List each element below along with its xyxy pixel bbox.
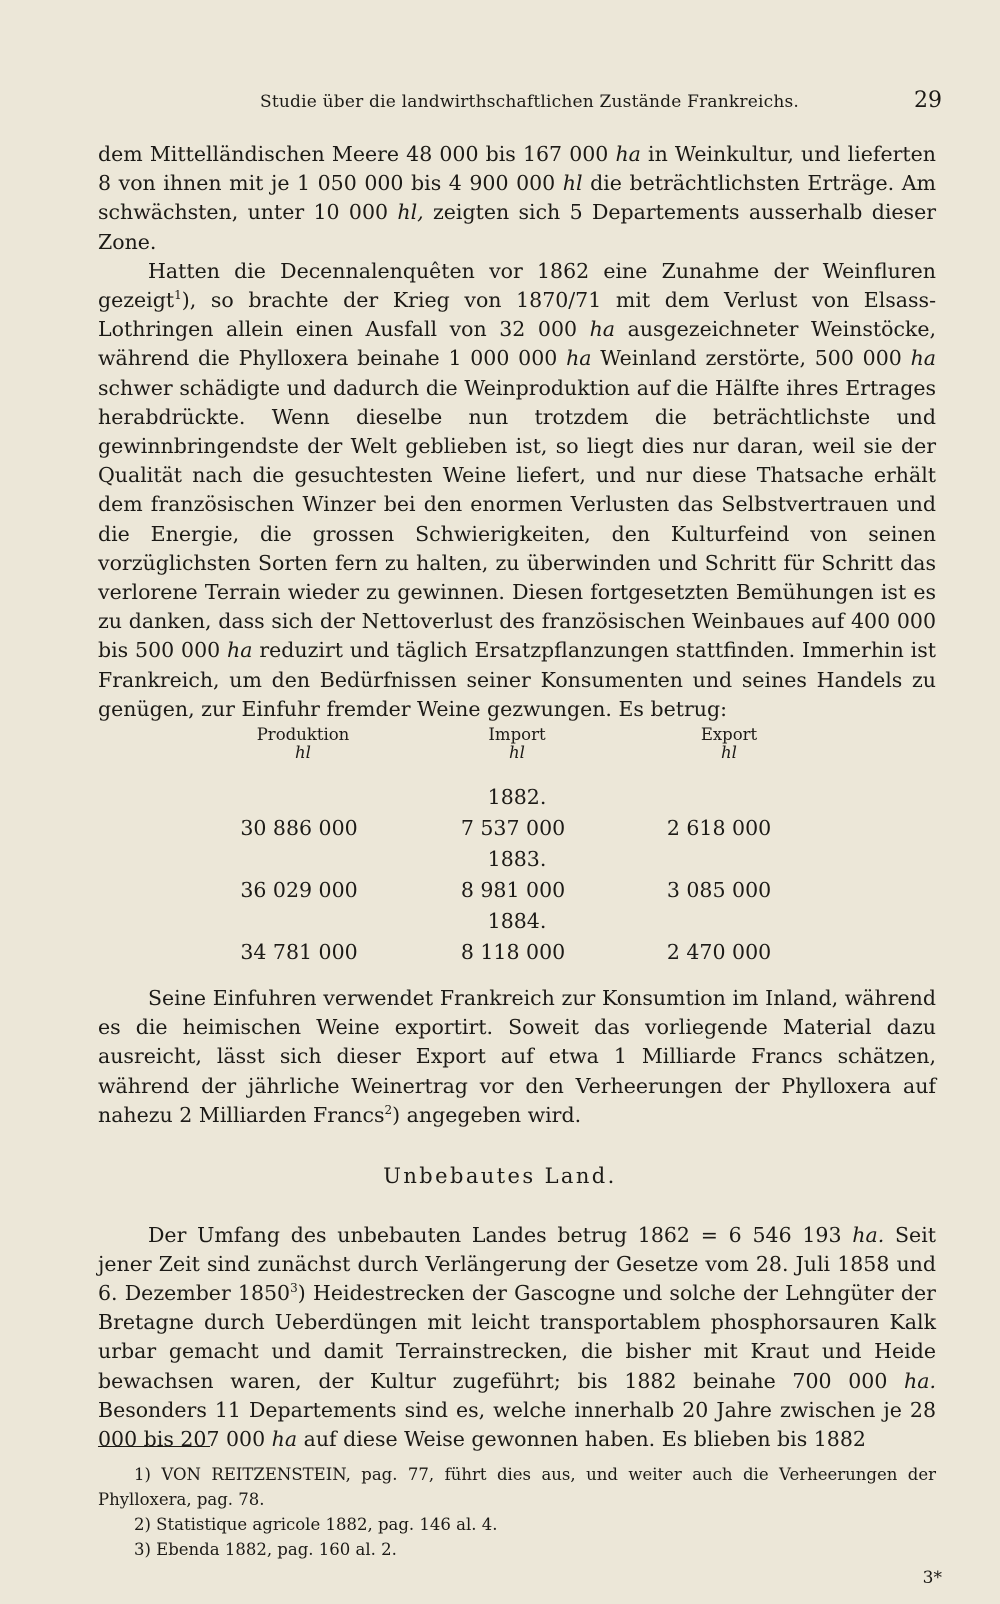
unit-ha: ha [271, 1426, 298, 1451]
year-label: 1883. [487, 847, 547, 871]
text-run: Der Umfang des unbebauten Landes betrug 1862 = 6 546 193 [148, 1222, 853, 1247]
unit-ha: ha. [904, 1368, 936, 1393]
body-text-top [98, 140, 936, 724]
footnote-divider [98, 1446, 210, 1447]
column-unit: hl [295, 743, 311, 762]
footnotes [98, 1462, 936, 1562]
paragraph-4 [98, 1221, 936, 1455]
text-run: Weinland zerstörte, 500 000 [591, 346, 911, 371]
paragraph-2 [98, 257, 936, 724]
cell-import: 8 118 000 [460, 940, 566, 964]
cell-export: 3 085 000 [666, 878, 772, 902]
footnote-3: 3) Ebenda 1882, pag. 160 al. 2. [134, 1540, 397, 1559]
column-label: Export [700, 725, 758, 744]
footnote-ref: 1 [174, 288, 182, 303]
signature-mark: 3* [922, 1568, 942, 1588]
cell-export: 2 618 000 [666, 816, 772, 840]
unit-hl: hl [562, 171, 583, 196]
unit-ha: ha [910, 346, 936, 371]
footnote-2: 2) Statistique agricole 1882, pag. 146 al. 4. [134, 1515, 498, 1534]
text-run: Seine Einfuhren verwendet Frankreich zur Konsumtion im Inland, während es die heimischen Weine exportirt. Soweit das vorliegende Material dazu ausreicht, lässt sich dieser Export auf etwa 1 Milliarde Francs schätzen, während der jährliche Weinertrag vor den Verheerungen der Phylloxera auf nahezu 2 Milliarden Francs [98, 986, 936, 1127]
running-head: Studie über die landwirthschaftlichen Zustände Frankreichs. [260, 92, 799, 112]
table-row [98, 936, 936, 968]
text-run: die beträchtlichsten Erträge. Am schwächsten, unter 10 000 [98, 171, 936, 225]
footnote-ref: 2 [384, 1102, 393, 1117]
cell-produktion: 34 781 000 [240, 940, 358, 964]
text-run: auf diese Weise gewonnen haben. Es blieben bis 1882 [297, 1426, 866, 1451]
text-run: zeigten sich 5 Departements ausserhalb dieser Zone. [98, 200, 936, 254]
table-row [98, 874, 936, 906]
text-run: schwer schädigte und dadurch die Weinproduktion auf die Hälfte ihres Ertrages herabdrückte. Wenn dieselbe nun trotzdem die beträchtlichste und gewinnbringendste der Welt geblieben ist, so liegt dies nur daran, weil sie der Qualität nach die gesuchtesten Weine liefert, und nur diese Thatsache erhält dem französischen Winzer bei den enormen Verlusten das Selbstvertrauen und die Energie, die grossen Schwierigkeiten, den Kulturfeind von seinen vorzüglichsten Sorten fern zu halten, zu überwinden und Schritt für Schritt das verlorene Terrain wieder zu gewinnen. Diesen fortgesetzten Bemühungen ist es zu danken, dass sich der Nettoverlust des französischen Weinbaues auf 400 000 bis 500 000 [98, 375, 936, 663]
cell-import: 8 981 000 [460, 878, 566, 902]
column-label: Import [488, 725, 546, 744]
text-run: Seit jener Zeit sind zunächst durch Verlängerung der Gesetze vom 28. Juli 1858 und 6. Dezember 1850 [98, 1222, 936, 1305]
text-run: ) Heidestrecken der Gascogne und solche der Lehngüter der Bretagne durch Ueberdüngen mit leicht transportablem phosphorsauren Kalk urbar gemacht und damit Terrainstrecken, die bisher mit Kraut und Heide bewachsen waren, der Kultur zugeführt; bis 1882 beinahe 700 000 [98, 1280, 936, 1393]
year-label: 1882. [487, 785, 547, 809]
text-run: ), so brachte der Krieg von 1870/71 mit dem Verlust von Elsass-Lothringen allein einen Ausfall von 32 000 [98, 288, 936, 342]
cell-import: 7 537 000 [460, 816, 566, 840]
text-run: reduzirt und täglich Ersatzpflanzungen stattfinden. Immerhin ist Frankreich, um den Bedürfnissen seiner Konsumenten und seines Handels zu genügen, zur Einfuhr fremder Weine gezwungen. Es betrug: [98, 638, 936, 721]
text-run: Hatten die Decennalenquêten vor 1862 eine Zunahme der Weinfluren gezeigt [98, 258, 936, 313]
paragraph-1 [98, 140, 936, 257]
table-row [98, 812, 936, 844]
year-label: 1884. [487, 909, 547, 933]
body-text-middle [98, 984, 936, 1130]
column-label: Produktion [256, 725, 350, 744]
table-header [98, 725, 936, 782]
column-header-produktion [198, 726, 408, 762]
page-number: 29 [914, 88, 942, 113]
footnote-ref: 3 [290, 1281, 298, 1296]
wine-trade-table [98, 725, 936, 968]
cell-produktion: 36 029 000 [240, 878, 358, 902]
cell-export: 2 470 000 [666, 940, 772, 964]
footnote-1: 1) VON REITZENSTEIN, pag. 77, führt dies aus, und weiter auch die Verheerungen der Phylloxera, pag. 78. [98, 1465, 936, 1509]
unit-ha: ha [566, 346, 592, 371]
column-unit: hl [509, 743, 525, 762]
unit-hl: hl, [397, 200, 424, 225]
text-run: Besonders 11 Departements sind es, welche innerhalb 20 Jahre zwischen je 28 000 bis 207 000 [98, 1397, 936, 1451]
text-run: dem Mittelländischen Meere 48 000 bis 167 000 [98, 142, 616, 166]
text-run: ) angegeben wird. [392, 1102, 582, 1127]
section-title: Unbebautes Land. [383, 1164, 617, 1188]
text-run: ausgezeichneter Weinstöcke, während die Phylloxera beinahe 1 000 000 [98, 317, 936, 371]
body-text-bottom [98, 1200, 936, 1475]
unit-ha: ha [615, 142, 641, 166]
column-unit: hl [721, 743, 737, 762]
unit-ha: ha. [852, 1222, 885, 1247]
unit-ha: ha [227, 638, 253, 663]
column-header-export [624, 726, 834, 762]
cell-produktion: 30 886 000 [240, 816, 358, 840]
column-header-import [412, 726, 622, 762]
unit-ha: ha [589, 317, 616, 342]
text-run: in Weinkultur, und lieferten 8 von ihnen mit je 1 050 000 bis 4 900 000 [98, 142, 937, 196]
paragraph-3 [98, 984, 936, 1130]
